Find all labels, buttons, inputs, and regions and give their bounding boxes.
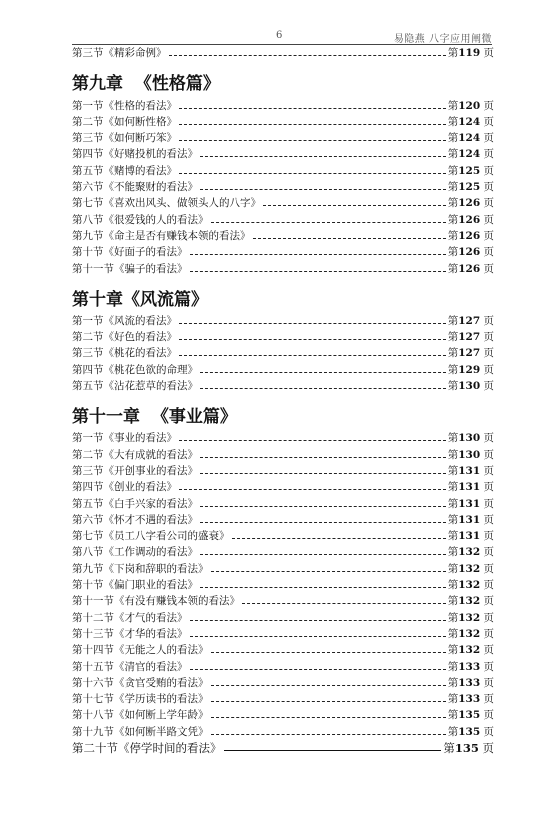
page-suffix: 页 (483, 644, 494, 657)
toc-entry[interactable] (72, 577, 494, 593)
page-ref-number: 126 (458, 213, 481, 226)
toc-entry-title: 第三节《精彩命例》 (72, 47, 167, 60)
toc-entry[interactable] (72, 313, 494, 329)
toc-entry-page (448, 627, 494, 642)
toc-entry[interactable] (72, 97, 494, 113)
page-ref-number: 133 (458, 676, 481, 689)
page-prefix: 第 (447, 262, 459, 275)
dot-leader (200, 587, 446, 588)
page-prefix: 第 (447, 546, 459, 559)
toc-entry-page (443, 741, 494, 756)
toc-entry-page (448, 379, 494, 394)
page-prefix: 第 (447, 513, 459, 526)
page-prefix: 第 (447, 464, 459, 477)
toc-entry-page (448, 497, 494, 512)
toc-entry-page (448, 708, 494, 723)
toc-entry-page (448, 115, 494, 130)
page-ref-number: 135 (458, 709, 481, 722)
dot-leader (211, 734, 446, 735)
dot-leader (200, 473, 446, 474)
toc-entry[interactable] (72, 479, 494, 495)
page-prefix: 第 (447, 99, 459, 112)
toc-entry[interactable] (72, 430, 494, 446)
toc-entry-title: 第十五节《清官的看法》 (72, 660, 188, 673)
page-prefix: 第 (447, 148, 459, 161)
page-ref-number: 129 (458, 363, 481, 376)
page-suffix: 页 (483, 262, 494, 275)
page-ref-number: 124 (458, 132, 481, 145)
toc-entry-title: 第五节《赌博的看法》 (72, 164, 177, 177)
dot-leader (211, 685, 446, 686)
dot-leader (224, 750, 442, 751)
dot-leader (190, 254, 446, 255)
toc-entry-page (448, 346, 494, 361)
chapter-heading: 第十一章 《事业篇》 (72, 407, 237, 428)
page-suffix: 页 (483, 725, 494, 738)
toc-entry-page (448, 529, 494, 544)
page-prefix: 第 (447, 644, 459, 657)
page-header (72, 30, 492, 45)
toc-entry-page (448, 131, 494, 146)
page-ref-number: 132 (458, 595, 481, 608)
toc-entry-page (448, 262, 494, 277)
dot-leader (179, 173, 446, 174)
dot-leader (190, 271, 446, 272)
toc-entry-title: 第二节《好色的看法》 (72, 331, 177, 344)
page-ref-number: 125 (458, 164, 481, 177)
toc-entry[interactable] (72, 463, 494, 479)
page-ref-number: 127 (458, 347, 481, 360)
page-prefix: 第 (447, 725, 459, 738)
toc-entry-title: 第十四节《无能之人的看法》 (72, 644, 209, 657)
toc-entry[interactable] (72, 162, 494, 178)
toc-entry-title: 第十节《偏门职业的看法》 (72, 579, 198, 592)
page-prefix: 第 (447, 595, 459, 608)
dot-leader (211, 652, 446, 653)
dot-leader (200, 189, 446, 190)
page-ref-number: 127 (458, 314, 481, 327)
page-ref-number: 131 (458, 497, 481, 510)
toc-entry[interactable] (72, 593, 494, 609)
toc-entry-title: 第三节《桃花的看法》 (72, 347, 177, 360)
page-suffix: 页 (483, 164, 494, 177)
page-suffix: 页 (483, 513, 494, 526)
toc-entry-title: 第五节《白手兴家的看法》 (72, 497, 198, 510)
page-ref-number: 130 (458, 432, 481, 445)
page-prefix: 第 (447, 164, 459, 177)
dot-leader (179, 355, 446, 356)
toc-entry-page (448, 229, 494, 244)
page-ref-number: 132 (458, 644, 481, 657)
page-prefix: 第 (447, 693, 459, 706)
page-suffix: 页 (483, 347, 494, 360)
toc-entry-title: 第三节《如何断巧笨》 (72, 132, 177, 145)
toc-entry-title: 第十九节《如何断半路文凭》 (72, 725, 209, 738)
dot-leader (179, 140, 446, 141)
dot-leader (169, 55, 446, 56)
page-prefix: 第 (447, 132, 459, 145)
chapter-heading: 第九章 《性格篇》 (72, 74, 220, 95)
dot-leader (190, 620, 446, 621)
page-suffix: 页 (482, 740, 494, 755)
toc-entry-page (448, 464, 494, 479)
dot-leader (179, 124, 446, 125)
page-ref-number: 119 (458, 47, 481, 60)
toc-entry[interactable] (72, 260, 494, 276)
page-ref-number: 120 (458, 99, 481, 112)
page-prefix: 第 (447, 115, 459, 128)
toc-entry[interactable] (72, 495, 494, 511)
dot-leader (211, 222, 446, 223)
toc-entry-title: 第七节《喜欢出风头、做领头人的八字》 (72, 197, 261, 210)
chapter-heading: 第十章《风流篇》 (72, 289, 208, 310)
toc-entry-title: 第十七节《学历读书的看法》 (72, 693, 209, 706)
page-prefix: 第 (447, 448, 459, 461)
page-ref-number: 132 (458, 579, 481, 592)
toc-entry[interactable] (72, 179, 494, 195)
toc-entry[interactable] (72, 658, 494, 674)
page-prefix: 第 (447, 497, 459, 510)
page-suffix: 页 (483, 47, 494, 60)
toc-entry[interactable] (72, 544, 494, 560)
toc-entry[interactable] (72, 211, 494, 227)
page-prefix: 第 (447, 579, 459, 592)
toc-entry-title: 第四节《桃花色欲的命理》 (72, 363, 198, 376)
toc-entry-title: 第十一节《有没有赚钱本领的看法》 (72, 595, 240, 608)
toc-entry-page (448, 480, 494, 495)
page-ref-number: 126 (458, 262, 481, 275)
toc-entry-title: 第十二节《才气的看法》 (72, 611, 188, 624)
page-ref-number: 131 (458, 481, 481, 494)
dot-leader (253, 238, 446, 239)
toc-entry-title: 第八节《工作调动的看法》 (72, 546, 198, 559)
toc-entry-page (448, 692, 494, 707)
dot-leader (242, 603, 446, 604)
page-ref-number: 126 (458, 197, 481, 210)
page-suffix: 页 (483, 181, 494, 194)
toc-entry-page (448, 164, 494, 179)
toc-entry-title: 第十一节《骗子的看法》 (72, 262, 188, 275)
toc-entry-page (448, 180, 494, 195)
toc-entry-page (448, 545, 494, 560)
toc-entry[interactable] (72, 146, 494, 162)
toc-entry-title: 第九节《命主是否有赚钱本领的看法》 (72, 229, 251, 242)
toc-entry-title: 第十八节《如何断上学年龄》 (72, 709, 209, 722)
page-prefix: 第 (447, 676, 459, 689)
page-ref-number: 125 (458, 181, 481, 194)
toc-entry-title: 第二十节《停学时间的看法》 (72, 740, 222, 755)
page-suffix: 页 (483, 546, 494, 559)
toc-entry[interactable] (72, 244, 494, 260)
toc-entry-title: 第六节《怀才不遇的看法》 (72, 513, 198, 526)
dot-leader (211, 717, 446, 718)
dot-leader (179, 339, 446, 340)
toc-entry-page (448, 431, 494, 446)
page-suffix: 页 (483, 213, 494, 226)
running-title: 易隐燕 八字应用阐微 (393, 34, 492, 45)
page-prefix: 第 (447, 229, 459, 242)
toc-entry-page (448, 245, 494, 260)
page-suffix: 页 (483, 530, 494, 543)
toc-entry-title: 第四节《创业的看法》 (72, 481, 177, 494)
page-prefix: 第 (447, 314, 459, 327)
page-suffix: 页 (483, 148, 494, 161)
page-ref-number: 127 (458, 331, 481, 344)
toc-entry-page (448, 594, 494, 609)
toc-entry-title: 第四节《好赌投机的看法》 (72, 148, 198, 161)
toc-entry-page (448, 578, 494, 593)
page-prefix: 第 (447, 562, 459, 575)
page-suffix: 页 (483, 363, 494, 376)
page-ref-number: 131 (458, 464, 481, 477)
page-prefix: 第 (447, 47, 459, 60)
page-prefix: 第 (447, 432, 459, 445)
toc-entry[interactable] (72, 329, 494, 345)
toc-entry-page (448, 213, 494, 228)
page-prefix: 第 (447, 331, 459, 344)
dot-leader (200, 156, 446, 157)
toc-entry-title: 第一节《性格的看法》 (72, 99, 177, 112)
toc-entry[interactable] (72, 114, 494, 130)
toc-entry-page (448, 676, 494, 691)
page-prefix: 第 (447, 347, 459, 360)
toc-entry-title: 第五节《沾花惹草的看法》 (72, 380, 198, 393)
toc-entry-title: 第十节《好面子的看法》 (72, 246, 188, 259)
toc-entry-page (448, 363, 494, 378)
page-ref-number: 124 (458, 115, 481, 128)
toc-entry[interactable] (72, 560, 494, 576)
page-suffix: 页 (483, 432, 494, 445)
toc-entry-page (448, 513, 494, 528)
toc-entry[interactable] (72, 707, 494, 723)
page-suffix: 页 (483, 627, 494, 640)
toc-entry-title: 第一节《风流的看法》 (72, 314, 177, 327)
page-prefix: 第 (447, 181, 459, 194)
toc-entry-title: 第九节《下岗和辞职的看法》 (72, 562, 209, 575)
toc-entry[interactable] (72, 446, 494, 462)
page-suffix: 页 (483, 331, 494, 344)
page-prefix: 第 (447, 530, 459, 543)
page-ref-number: 132 (458, 546, 481, 559)
dot-leader (200, 506, 446, 507)
toc-entry-page (448, 46, 494, 61)
page-prefix: 第 (443, 740, 455, 755)
page-prefix: 第 (447, 213, 459, 226)
page-suffix: 页 (483, 380, 494, 393)
page-ref-number: 133 (458, 693, 481, 706)
dot-leader (263, 205, 446, 206)
toc-entry[interactable] (72, 228, 494, 244)
toc-entry-page (448, 147, 494, 162)
toc-entry-page (448, 611, 494, 626)
page-prefix: 第 (447, 380, 459, 393)
table-of-contents (72, 45, 494, 756)
toc-entry-page (448, 643, 494, 658)
page-prefix: 第 (447, 611, 459, 624)
page-ref-number: 132 (458, 611, 481, 624)
toc-entry-title: 第二节《如何断性格》 (72, 115, 177, 128)
page-ref-number: 130 (458, 448, 481, 461)
page-suffix: 页 (483, 693, 494, 706)
page-ref-number: 132 (458, 627, 481, 640)
dot-leader (179, 323, 446, 324)
dot-leader (190, 636, 446, 637)
toc-entry-page (448, 99, 494, 114)
toc-entry[interactable] (72, 361, 494, 377)
page-ref-number: 131 (458, 530, 481, 543)
page-suffix: 页 (483, 579, 494, 592)
page-prefix: 第 (447, 246, 459, 259)
toc-entry-title: 第八节《很爱钱的人的看法》 (72, 213, 209, 226)
page-prefix: 第 (447, 660, 459, 673)
page-suffix: 页 (483, 197, 494, 210)
dot-leader (200, 388, 446, 389)
toc-entry[interactable] (72, 626, 494, 642)
toc-entry[interactable] (72, 723, 494, 739)
toc-entry[interactable] (72, 345, 494, 361)
page-suffix: 页 (483, 676, 494, 689)
page-prefix: 第 (447, 481, 459, 494)
page-prefix: 第 (447, 363, 459, 376)
page-suffix: 页 (483, 246, 494, 259)
toc-entry[interactable] (72, 45, 494, 61)
toc-entry-title: 第一节《事业的看法》 (72, 432, 177, 445)
page-suffix: 页 (483, 611, 494, 624)
page-suffix: 页 (483, 562, 494, 575)
page-suffix: 页 (483, 481, 494, 494)
dot-leader (232, 538, 446, 539)
page-suffix: 页 (483, 595, 494, 608)
dot-leader (211, 701, 446, 702)
page-number: 6 (276, 30, 283, 41)
page-suffix: 页 (483, 709, 494, 722)
toc-entry[interactable] (72, 195, 494, 211)
dot-leader (179, 108, 446, 109)
page-suffix: 页 (483, 314, 494, 327)
page-prefix: 第 (447, 709, 459, 722)
toc-entry[interactable] (72, 642, 494, 658)
toc-entry-page (448, 725, 494, 740)
page-suffix: 页 (483, 132, 494, 145)
page-prefix: 第 (447, 197, 459, 210)
toc-entry[interactable] (72, 609, 494, 625)
page-suffix: 页 (483, 99, 494, 112)
toc-entry-page (448, 448, 494, 463)
dot-leader (211, 571, 446, 572)
page-ref-number: 131 (458, 513, 481, 526)
page-suffix: 页 (483, 497, 494, 510)
toc-entry-title: 第七节《员工八字看公司的盛衰》 (72, 530, 230, 543)
page-suffix: 页 (483, 660, 494, 673)
toc-entry[interactable] (72, 675, 494, 691)
toc-entry-title: 第三节《开创事业的看法》 (72, 464, 198, 477)
page-ref-number: 132 (458, 562, 481, 575)
toc-entry-title: 第十六节《贪官受贿的看法》 (72, 676, 209, 689)
page-ref-number: 130 (458, 380, 481, 393)
toc-entry[interactable] (72, 691, 494, 707)
dot-leader (200, 372, 446, 373)
page-ref-number: 126 (458, 246, 481, 259)
toc-entry-title: 第十三节《才华的看法》 (72, 627, 188, 640)
page-ref-number: 124 (458, 148, 481, 161)
toc-entry-page (448, 314, 494, 329)
page-ref-number: 135 (454, 740, 479, 755)
toc-entry-page (448, 562, 494, 577)
page-suffix: 页 (483, 448, 494, 461)
dot-leader (179, 489, 446, 490)
dot-leader (200, 457, 446, 458)
toc-entry-page (448, 660, 494, 675)
dot-leader (179, 440, 446, 441)
toc-entry-title: 第二节《大有成就的看法》 (72, 448, 198, 461)
page-ref-number: 133 (458, 660, 481, 673)
toc-entry-page (448, 330, 494, 345)
page-suffix: 页 (483, 229, 494, 242)
page-suffix: 页 (483, 115, 494, 128)
toc-entry-page (448, 196, 494, 211)
page-prefix: 第 (447, 627, 459, 640)
dot-leader (190, 669, 446, 670)
page-suffix: 页 (483, 464, 494, 477)
toc-entry[interactable] (72, 130, 494, 146)
toc-entry[interactable] (72, 378, 494, 394)
page-ref-number: 135 (458, 725, 481, 738)
dot-leader (200, 522, 446, 523)
toc-entry[interactable] (72, 528, 494, 544)
toc-entry[interactable] (72, 740, 494, 756)
page-ref-number: 126 (458, 229, 481, 242)
toc-entry-title: 第六节《不能聚财的看法》 (72, 181, 198, 194)
toc-entry[interactable] (72, 512, 494, 528)
dot-leader (200, 554, 446, 555)
